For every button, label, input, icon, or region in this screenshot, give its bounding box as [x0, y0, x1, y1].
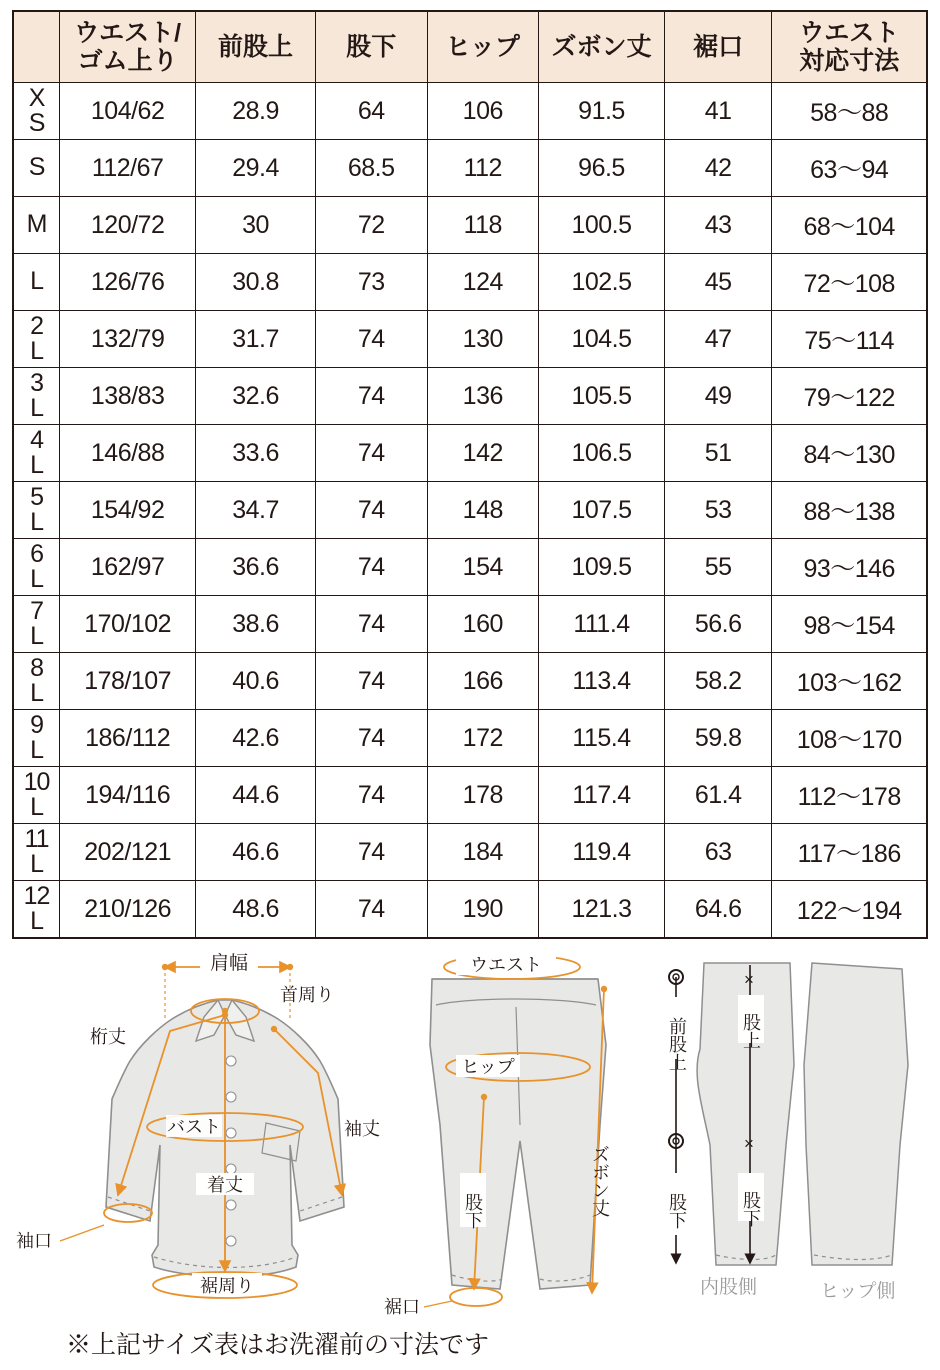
pants-illustration [384, 953, 610, 1317]
footnote-text: ※上記サイズ表はお洗濯前の寸法です [66, 1331, 490, 1359]
cell-front-rise: 38.6 [196, 596, 316, 653]
cell-hem-opening: 42 [664, 140, 771, 197]
cell-waist-fit: 108〜170 [772, 710, 927, 767]
cell-front-rise: 30 [196, 197, 316, 254]
cell-front-rise: 34.7 [196, 482, 316, 539]
cell-waist-fit: 88〜138 [772, 482, 927, 539]
cell-waist: 112/67 [60, 140, 196, 197]
size-line: 6 [30, 539, 43, 568]
cell-hem-opening: 47 [664, 311, 771, 368]
cell-waist-fit: 93〜146 [772, 539, 927, 596]
cell-hem-opening: 56.6 [664, 596, 771, 653]
jacket-illustration [16, 951, 380, 1298]
pants-hem-ellipse [450, 1288, 502, 1306]
column-header-waist-fit-line1: ウエスト [799, 19, 900, 47]
column-header-waist-fit [772, 11, 927, 83]
size-line: L [30, 451, 43, 479]
column-header-hem-opening: 裾口 [664, 11, 771, 83]
cell-pants-length: 117.4 [539, 767, 665, 824]
cell-front-rise: 32.6 [196, 368, 316, 425]
pants-hem-leader [424, 1301, 452, 1307]
cell-hem-opening: 59.8 [664, 710, 771, 767]
size-line: 4 [30, 425, 43, 454]
cell-waist-fit: 112〜178 [772, 767, 927, 824]
cell-size [13, 311, 60, 368]
cell-hip: 184 [427, 824, 539, 881]
jacket-label-bodylength: 着丈 [207, 1175, 243, 1195]
cell-pants-length: 113.4 [539, 653, 665, 710]
cell-waist: 146/88 [60, 425, 196, 482]
rise-mark-x-bottom: × [744, 1134, 754, 1153]
cell-pants-length: 109.5 [539, 539, 665, 596]
size-line: L [30, 622, 43, 650]
table-body [13, 83, 927, 939]
cell-front-rise: 29.4 [196, 140, 316, 197]
cell-inseam: 74 [315, 710, 427, 767]
cell-waist: 202/121 [60, 824, 196, 881]
rise-label-rise: 股上 [741, 1013, 761, 1049]
size-line: L [30, 736, 43, 764]
cell-hip: 172 [427, 710, 539, 767]
rise-detail-illustration [664, 963, 908, 1302]
cell-hem-opening: 64.6 [664, 881, 771, 939]
cell-waist-fit: 68〜104 [772, 197, 927, 254]
cell-hem-opening: 55 [664, 539, 771, 596]
cell-waist: 194/116 [60, 767, 196, 824]
table-row [13, 539, 927, 596]
size-line: 11 [24, 824, 49, 853]
cell-inseam: 74 [315, 653, 427, 710]
jacket-label-hem: 裾周り [200, 1276, 254, 1296]
cuff-leader [60, 1225, 104, 1241]
pants-label-hip: ヒップ [461, 1057, 515, 1077]
size-line: L [30, 565, 43, 593]
cell-waist-fit: 98〜154 [772, 596, 927, 653]
size-line: L [30, 508, 43, 536]
cell-waist-fit: 79〜122 [772, 368, 927, 425]
table-row [13, 197, 927, 254]
cell-hem-opening: 63 [664, 824, 771, 881]
cell-hem-opening: 61.4 [664, 767, 771, 824]
jacket-label-cuff: 袖口 [16, 1231, 52, 1251]
cell-front-rise: 48.6 [196, 881, 316, 939]
cell-hem-opening: 41 [664, 83, 771, 140]
cell-pants-length: 104.5 [539, 311, 665, 368]
cell-front-rise: 40.6 [196, 653, 316, 710]
cell-waist: 178/107 [60, 653, 196, 710]
cell-waist-fit: 117〜186 [772, 824, 927, 881]
cell-hip: 178 [427, 767, 539, 824]
jacket-label-neck: 首周り [280, 985, 334, 1005]
cell-inseam: 74 [315, 767, 427, 824]
cell-hip: 190 [427, 881, 539, 939]
table-header-row [13, 11, 927, 83]
cell-hip: 118 [427, 197, 539, 254]
size-chart-page [0, 10, 940, 1370]
size-line: L [30, 907, 43, 935]
rise-mark-x-top: × [744, 970, 754, 989]
shoulder-dot-right [287, 964, 293, 970]
size-line: L [30, 793, 43, 821]
cell-hip: 154 [427, 539, 539, 596]
cell-inseam: 74 [315, 539, 427, 596]
size-line: L [30, 337, 43, 365]
rise-label-inseam-left: 股下 [667, 1193, 687, 1229]
table-row [13, 425, 927, 482]
cell-waist-fit: 72〜108 [772, 254, 927, 311]
size-line: 2 [30, 311, 43, 340]
cell-pants-length: 105.5 [539, 368, 665, 425]
cell-waist: 120/72 [60, 197, 196, 254]
table-row [13, 83, 927, 140]
cell-pants-length: 111.4 [539, 596, 665, 653]
cell-front-rise: 33.6 [196, 425, 316, 482]
shoulder-dot-left [162, 964, 168, 970]
cell-pants-length: 100.5 [539, 197, 665, 254]
cell-hip: 136 [427, 368, 539, 425]
cell-size [13, 140, 60, 197]
table-row [13, 311, 927, 368]
cell-inseam: 74 [315, 311, 427, 368]
rise-label-inseam-right: 股下 [741, 1191, 761, 1227]
cell-size [13, 767, 60, 824]
table-row [13, 482, 927, 539]
cell-inseam: 74 [315, 596, 427, 653]
table-row [13, 596, 927, 653]
size-line: 8 [30, 653, 43, 682]
cell-hip: 106 [427, 83, 539, 140]
cell-pants-length: 119.4 [539, 824, 665, 881]
rise-label-front-rise: 前股上 [667, 1017, 687, 1071]
cell-hip: 130 [427, 311, 539, 368]
cell-waist: 104/62 [60, 83, 196, 140]
cell-size [13, 254, 60, 311]
cell-front-rise: 42.6 [196, 710, 316, 767]
size-line: S [28, 109, 45, 137]
jacket-label-bust: バスト [167, 1117, 221, 1137]
cell-waist: 162/97 [60, 539, 196, 596]
size-line: 12 [23, 881, 50, 910]
jacket-label-yuki: 桁丈 [90, 1027, 126, 1047]
cell-waist-fit: 103〜162 [772, 653, 927, 710]
cell-front-rise: 44.6 [196, 767, 316, 824]
cell-size [13, 425, 60, 482]
cell-size [13, 596, 60, 653]
cell-waist: 210/126 [60, 881, 196, 939]
size-line: M [26, 210, 47, 239]
size-table [12, 10, 928, 939]
cell-size [13, 710, 60, 767]
cell-hem-opening: 45 [664, 254, 771, 311]
cell-front-rise: 28.9 [196, 83, 316, 140]
cell-hem-opening: 51 [664, 425, 771, 482]
cell-size [13, 197, 60, 254]
cell-size [13, 881, 60, 939]
cell-inseam: 68.5 [315, 140, 427, 197]
cell-inseam: 74 [315, 824, 427, 881]
table-row [13, 710, 927, 767]
cell-inseam: 74 [315, 482, 427, 539]
sleeve-dot [271, 1026, 277, 1032]
cell-hem-opening: 49 [664, 368, 771, 425]
size-line: L [30, 679, 43, 707]
measurement-diagram [0, 945, 940, 1365]
column-header-size [13, 11, 60, 83]
measurement-diagram-svg [0, 945, 940, 1365]
pants-label-inseam: 股下 [463, 1193, 483, 1229]
pants-body [430, 979, 606, 1289]
cell-pants-length: 121.3 [539, 881, 665, 939]
cell-waist: 132/79 [60, 311, 196, 368]
pants-length-dot [601, 986, 607, 992]
column-header-waist-line2: ゴム上り [77, 47, 178, 75]
cell-hip: 142 [427, 425, 539, 482]
cell-hip: 160 [427, 596, 539, 653]
cell-hem-opening: 53 [664, 482, 771, 539]
cell-waist: 138/83 [60, 368, 196, 425]
jacket-label-shoulder: 肩幅 [209, 953, 249, 974]
cell-waist: 170/102 [60, 596, 196, 653]
cell-waist-fit: 122〜194 [772, 881, 927, 939]
column-header-waist-line1: ウエスト/ [74, 19, 182, 47]
size-line: L [30, 850, 43, 878]
cell-waist-fit: 63〜94 [772, 140, 927, 197]
cell-size [13, 83, 60, 140]
cell-hip: 112 [427, 140, 539, 197]
pants-label-hemopening: 裾口 [384, 1297, 420, 1317]
cell-pants-length: 91.5 [539, 83, 665, 140]
table-row [13, 881, 927, 939]
table-row [13, 254, 927, 311]
cell-pants-length: 115.4 [539, 710, 665, 767]
pants-inseam-dot [481, 1094, 487, 1100]
cell-waist: 154/92 [60, 482, 196, 539]
cell-size [13, 539, 60, 596]
size-line: 9 [30, 710, 43, 739]
body-length-dot [222, 1008, 228, 1014]
size-line: X [28, 83, 45, 112]
size-line: 3 [30, 368, 43, 397]
cell-front-rise: 31.7 [196, 311, 316, 368]
rise-right-panel [804, 963, 908, 1265]
cell-waist-fit: 58〜88 [772, 83, 927, 140]
size-line: L [30, 267, 43, 296]
cell-pants-length: 102.5 [539, 254, 665, 311]
jacket-label-sleeve: 袖丈 [344, 1119, 380, 1139]
cell-size [13, 368, 60, 425]
cell-inseam: 73 [315, 254, 427, 311]
cell-size [13, 653, 60, 710]
rise-caption-inner-thigh: 内股側 [700, 1277, 758, 1298]
cell-pants-length: 96.5 [539, 140, 665, 197]
pants-label-waist: ウエスト [470, 955, 542, 975]
column-header-front-rise: 前股上 [196, 11, 316, 83]
cell-hem-opening: 43 [664, 197, 771, 254]
column-header-inseam: 股下 [315, 11, 427, 83]
size-line: 7 [30, 596, 43, 625]
cell-size [13, 482, 60, 539]
table-row [13, 368, 927, 425]
cell-inseam: 74 [315, 881, 427, 939]
table-header [13, 11, 927, 83]
cell-front-rise: 30.8 [196, 254, 316, 311]
column-header-pants-length: ズボン丈 [539, 11, 665, 83]
cell-hip: 166 [427, 653, 539, 710]
cell-inseam: 74 [315, 368, 427, 425]
table-row [13, 767, 927, 824]
cell-hip: 148 [427, 482, 539, 539]
size-line: L [30, 394, 43, 422]
size-line: S [28, 153, 45, 182]
size-line: 10 [23, 767, 50, 796]
column-header-hip: ヒップ [427, 11, 539, 83]
cell-waist: 126/76 [60, 254, 196, 311]
cell-waist-fit: 84〜130 [772, 425, 927, 482]
cell-inseam: 72 [315, 197, 427, 254]
column-header-waist-fit-line2: 対応寸法 [799, 47, 900, 75]
cell-inseam: 74 [315, 425, 427, 482]
table-row [13, 653, 927, 710]
cell-pants-length: 106.5 [539, 425, 665, 482]
cell-pants-length: 107.5 [539, 482, 665, 539]
table-row [13, 824, 927, 881]
pants-label-length: ズボン丈 [590, 1145, 610, 1217]
cell-size [13, 824, 60, 881]
size-line: 5 [30, 482, 43, 511]
cell-front-rise: 46.6 [196, 824, 316, 881]
cell-inseam: 64 [315, 83, 427, 140]
cell-waist-fit: 75〜114 [772, 311, 927, 368]
rise-caption-hip-side: ヒップ側 [820, 1281, 896, 1302]
table-row [13, 140, 927, 197]
cell-hem-opening: 58.2 [664, 653, 771, 710]
cell-hip: 124 [427, 254, 539, 311]
cell-waist: 186/112 [60, 710, 196, 767]
column-header-waist [60, 11, 196, 83]
cell-front-rise: 36.6 [196, 539, 316, 596]
